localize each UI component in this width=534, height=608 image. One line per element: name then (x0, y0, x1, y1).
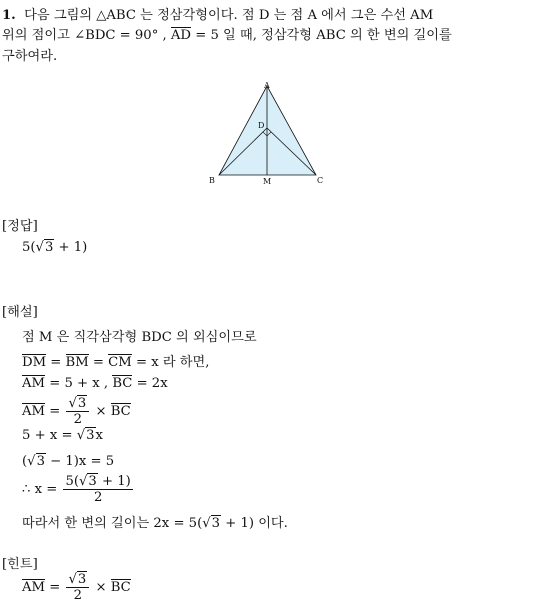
fraction-sqrt3-over-2: $\frac{√3}{2}$ (66, 396, 89, 427)
label-c: C (317, 176, 324, 185)
triangle-figure (205, 78, 330, 188)
problem-text-1: 다음 그림의 △ABC 는 정삼각형이다. 점 D 는 점 A 에서 그은 수선 AM (24, 8, 434, 23)
solution-line-3: AM = 5 + x , BC = 2x (22, 376, 168, 391)
hint-header: [힌트] (2, 557, 38, 572)
solution-line-6: (√3 − 1)x = 5 (22, 454, 115, 469)
solution-header: [해설] (2, 305, 38, 320)
label-b: B (209, 176, 215, 185)
hint-formula: AM = $\frac{√3}{2}$ × BC (22, 572, 131, 603)
problem-text-2a: 위의 점이고 ∠BDC = 90° , (2, 28, 167, 43)
problem-line-1 (2, 4, 433, 23)
solution-line-8: 따라서 한 변의 길이는 2x = 5(√3 + 1) 이다. (22, 516, 288, 531)
problem-text-2b: = 5 일 때, 정삼각형 ABC 의 한 변의 길이를 (195, 28, 452, 43)
answer-radicand: 3 (44, 240, 54, 255)
fraction-x-value: $\frac{5(√3 + 1)}{2}$ (65, 474, 131, 505)
solution-line-4: AM = $\frac{√3}{2}$ × BC (22, 396, 131, 427)
triangle-abc (219, 86, 316, 175)
solution-line-1: 점 M 은 직각삼각형 BDC 의 외심이므로 (22, 330, 257, 345)
label-m: M (263, 177, 272, 186)
solution-line-5: 5 + x = √3x (22, 428, 103, 443)
hint-fraction: $\frac{√3}{2}$ (66, 572, 89, 603)
answer-value: 5(√3 + 1) (22, 240, 88, 255)
problem-number: 1. (2, 8, 16, 23)
label-a: A (264, 81, 270, 90)
problem-line-2 (2, 24, 452, 43)
problem-line-3: 구하여라. (2, 49, 58, 64)
label-d: D (258, 121, 265, 130)
solution-line-7: ∴ x = $\frac{5(√3 + 1)}{2}$ (22, 474, 131, 505)
solution-line-2: DM = BM = CM = x 라 하면, (22, 355, 210, 370)
segment-ad: AD (170, 28, 191, 43)
answer-header: [정답] (2, 219, 38, 234)
